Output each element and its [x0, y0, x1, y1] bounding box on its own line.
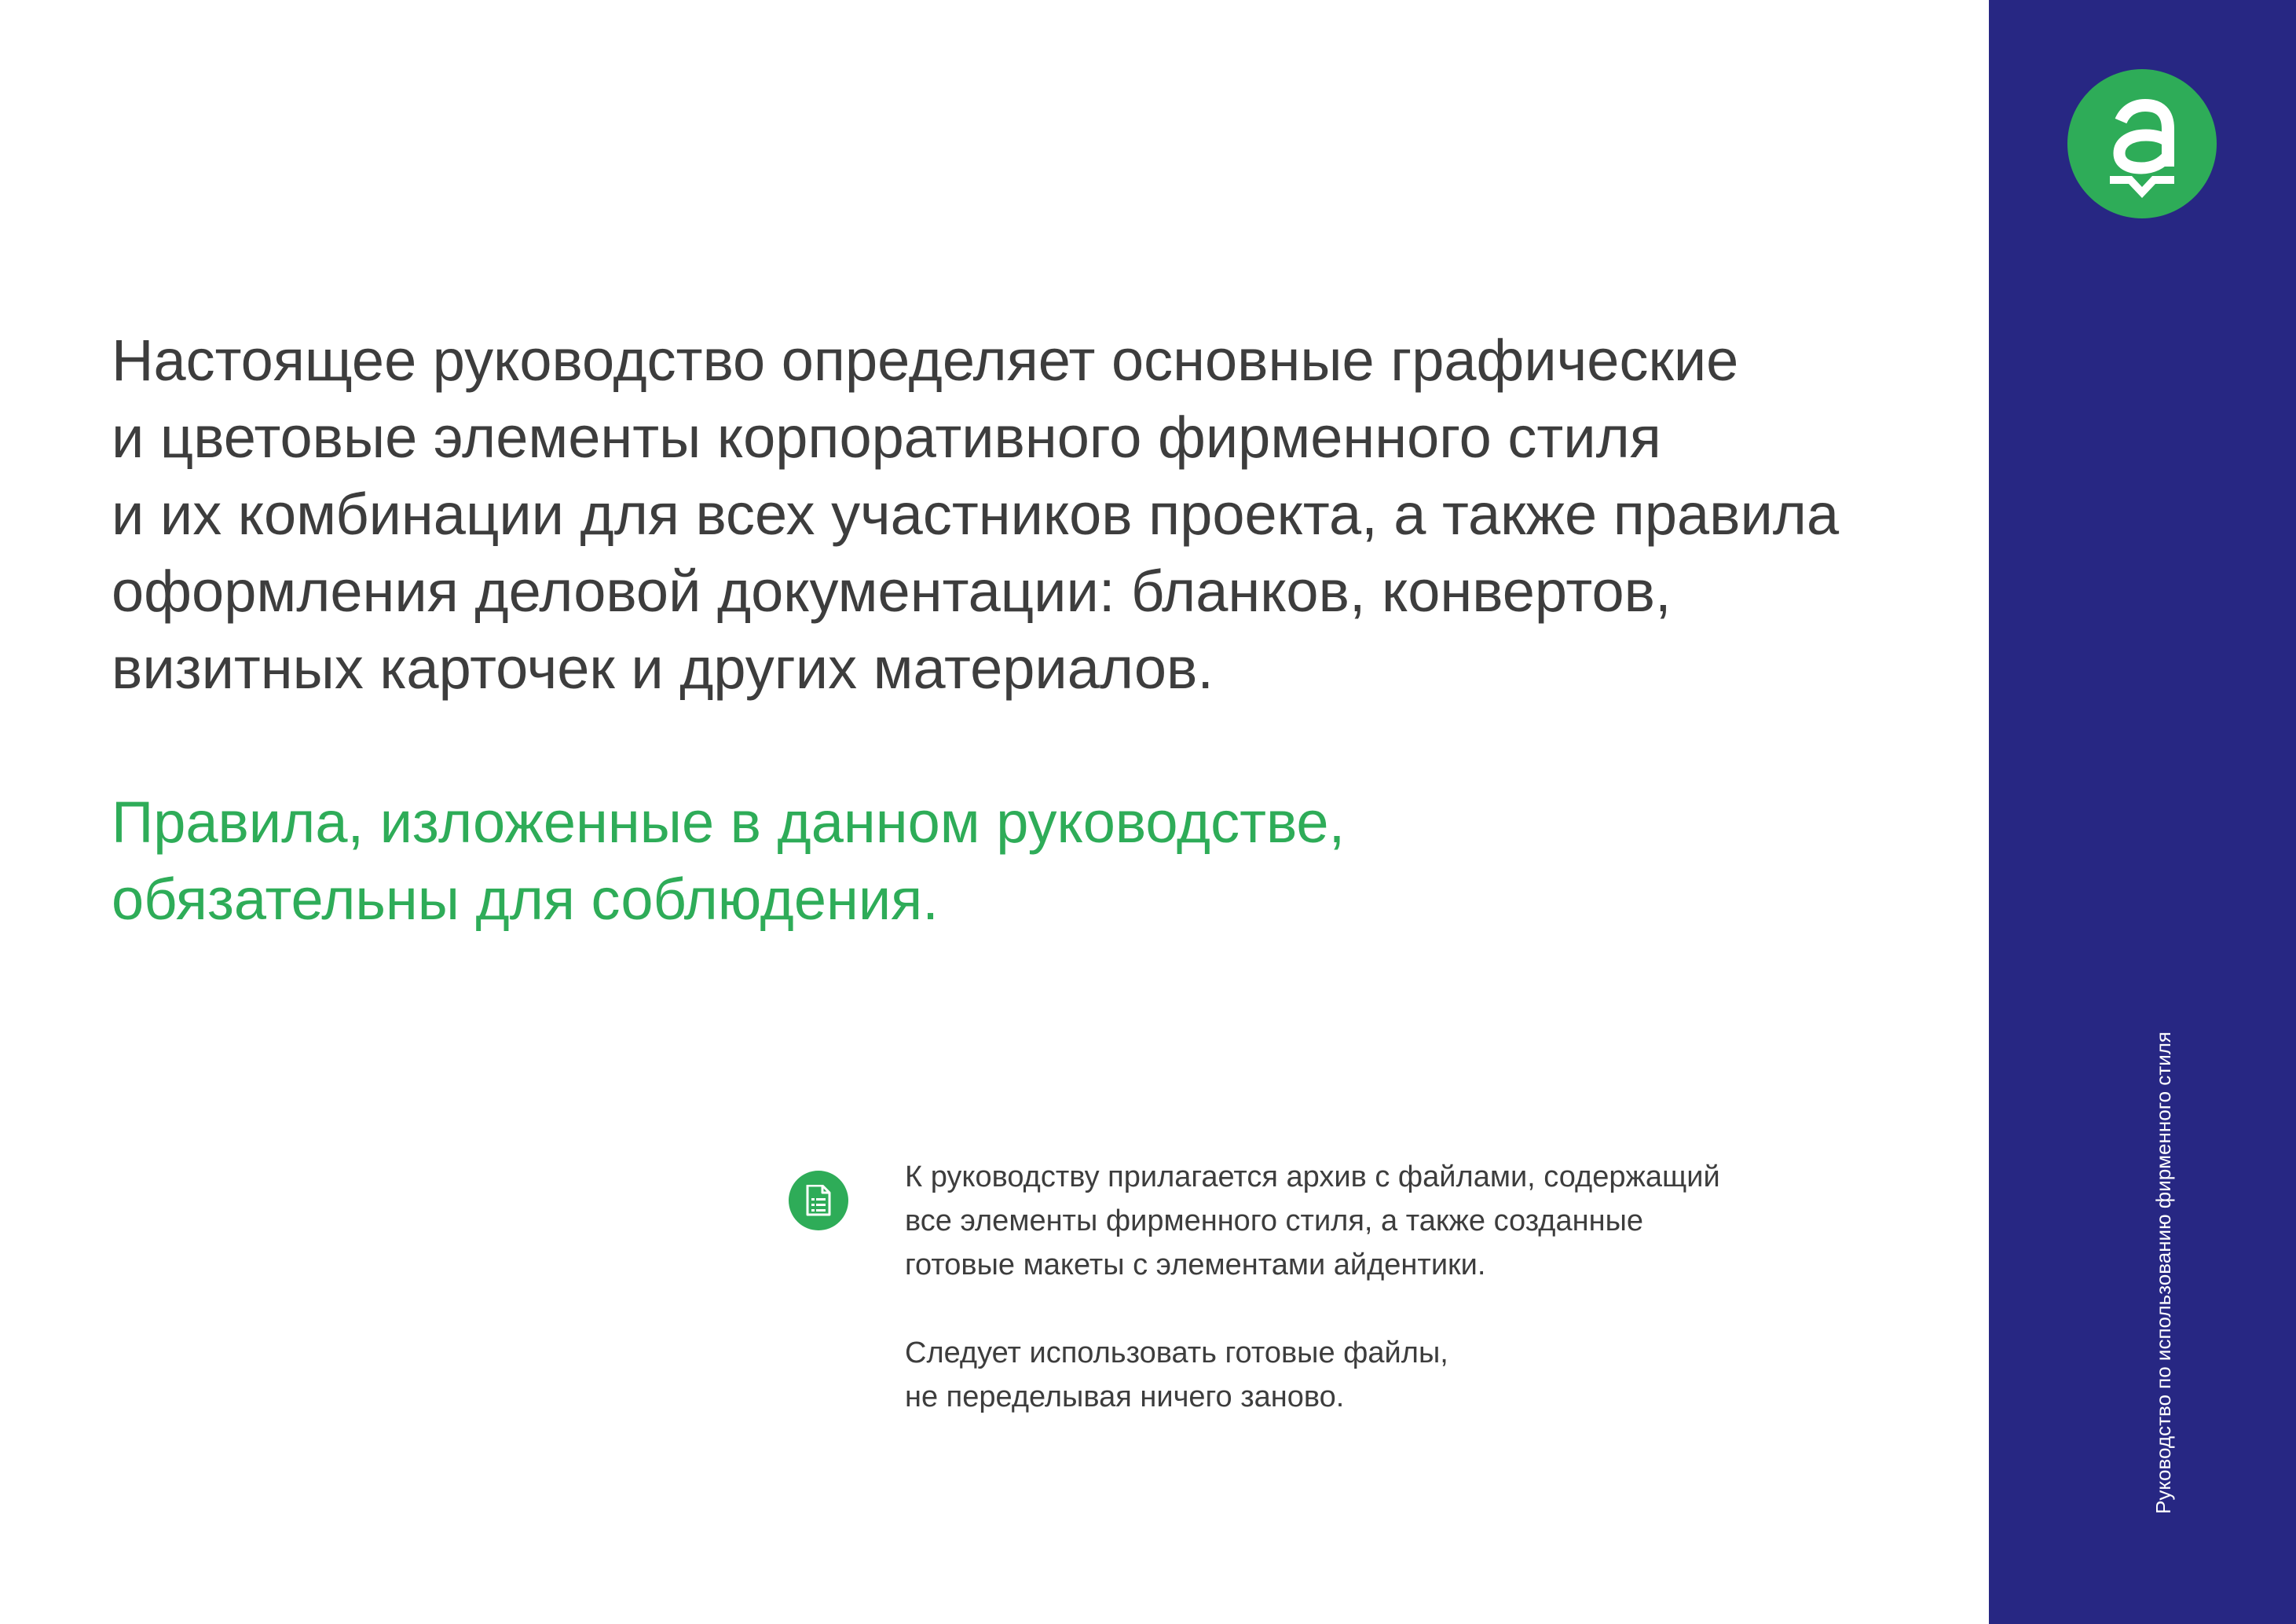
- intro-line: и их комбинации для всех участников проекта, а также правила: [112, 482, 1840, 547]
- note-paragraph-usage: [905, 1331, 1879, 1419]
- attachment-note: [789, 1155, 1888, 1422]
- intro-line: и цветовые элементы корпоративного фирменного стиля: [112, 405, 1661, 470]
- brand-sidebar: [1989, 0, 2296, 1624]
- rules-statement: [112, 784, 1918, 938]
- note-line: все элементы фирменного стиля, а также созданные: [905, 1204, 1644, 1237]
- rules-line: Правила, изложенные в данном руководстве,: [112, 790, 1346, 855]
- rules-line: обязательны для соблюдения.: [112, 867, 939, 932]
- note-line: готовые макеты с элементами айдентики.: [905, 1248, 1486, 1281]
- brand-logo-mark: [2067, 69, 2217, 218]
- intro-line: Настоящее руководство определяет основные графические: [112, 328, 1739, 393]
- note-line: не переделывая ничего заново.: [905, 1380, 1345, 1413]
- note-line: Следует использовать готовые файлы,: [905, 1336, 1448, 1369]
- sidebar-caption: Руководство по использованию фирменного стиля: [2151, 1032, 2175, 1514]
- brand-logo: [2067, 69, 2217, 218]
- note-paragraph-archive: [905, 1155, 1879, 1287]
- intro-line: оформления деловой документации: бланков, конвертов,: [112, 559, 1672, 624]
- document-icon: [789, 1171, 848, 1230]
- intro-line: визитных карточек и других материалов.: [112, 636, 1214, 701]
- note-text: [905, 1155, 1879, 1419]
- intro-paragraph: [112, 322, 1918, 707]
- note-line: К руководству прилагается архив с файлами, содержащий: [905, 1160, 1720, 1193]
